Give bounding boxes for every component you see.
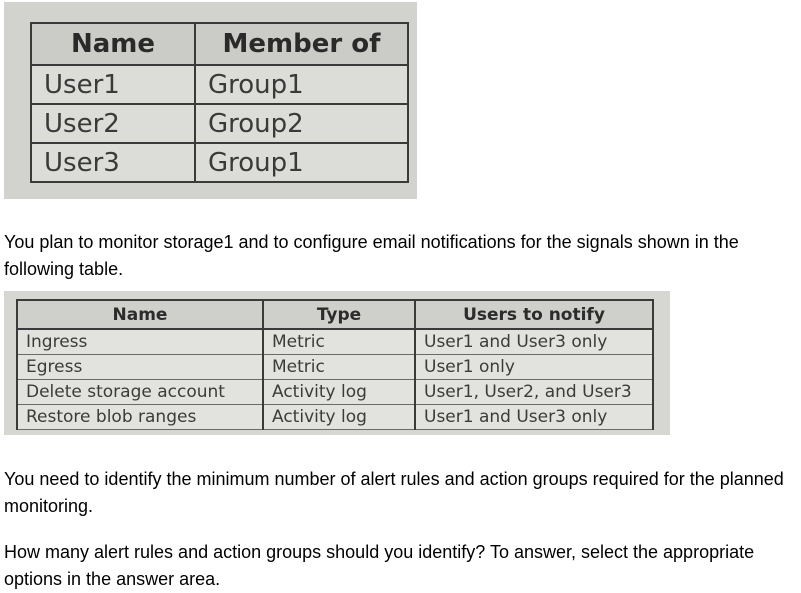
- question-paragraph: How many alert rules and action groups should you identify? To answer, select the appropriate options in the answer area.: [4, 542, 755, 589]
- table-row: [17, 355, 653, 380]
- column-header-member-of: Member of: [195, 23, 408, 65]
- cell-signal-type: Activity log: [263, 405, 415, 430]
- cell-group: Group1: [195, 65, 408, 104]
- table-header-row: [31, 23, 408, 65]
- cell-users-to-notify: User1 only: [415, 355, 653, 380]
- column-header-name: Name: [31, 23, 195, 65]
- signals-table-photo: [4, 291, 670, 435]
- table-row: [31, 65, 408, 104]
- cell-user: User3: [31, 143, 195, 182]
- signals-table: [16, 299, 654, 430]
- cell-signal-name: Restore blob ranges: [17, 405, 263, 430]
- cell-user: User1: [31, 65, 195, 104]
- column-header-type: Type: [263, 300, 415, 329]
- cell-group: Group2: [195, 104, 408, 143]
- cell-signal-type: Metric: [263, 329, 415, 355]
- requirement-paragraph: You need to identify the minimum number of alert rules and action groups required for the planned monitoring.: [4, 469, 784, 516]
- cell-user: User2: [31, 104, 195, 143]
- table-row: [17, 380, 653, 405]
- cell-signal-type: Activity log: [263, 380, 415, 405]
- cell-signal-name: Egress: [17, 355, 263, 380]
- table-row: [31, 104, 408, 143]
- table-row: [17, 405, 653, 430]
- cell-group: Group1: [195, 143, 408, 182]
- cell-signal-type: Metric: [263, 355, 415, 380]
- cell-users-to-notify: User1, User2, and User3: [415, 380, 653, 405]
- table-row: [17, 329, 653, 355]
- membership-table: [30, 22, 409, 183]
- cell-users-to-notify: User1 and User3 only: [415, 405, 653, 430]
- membership-table-photo: [4, 2, 417, 199]
- cell-users-to-notify: User1 and User3 only: [415, 329, 653, 355]
- column-header-name: Name: [17, 300, 263, 329]
- cell-signal-name: Ingress: [17, 329, 263, 355]
- column-header-users-to-notify: Users to notify: [415, 300, 653, 329]
- intro-paragraph: You plan to monitor storage1 and to configure email notifications for the signals shown in the following table.: [4, 232, 739, 279]
- table-row: [31, 143, 408, 182]
- table-header-row: [17, 300, 653, 329]
- cell-signal-name: Delete storage account: [17, 380, 263, 405]
